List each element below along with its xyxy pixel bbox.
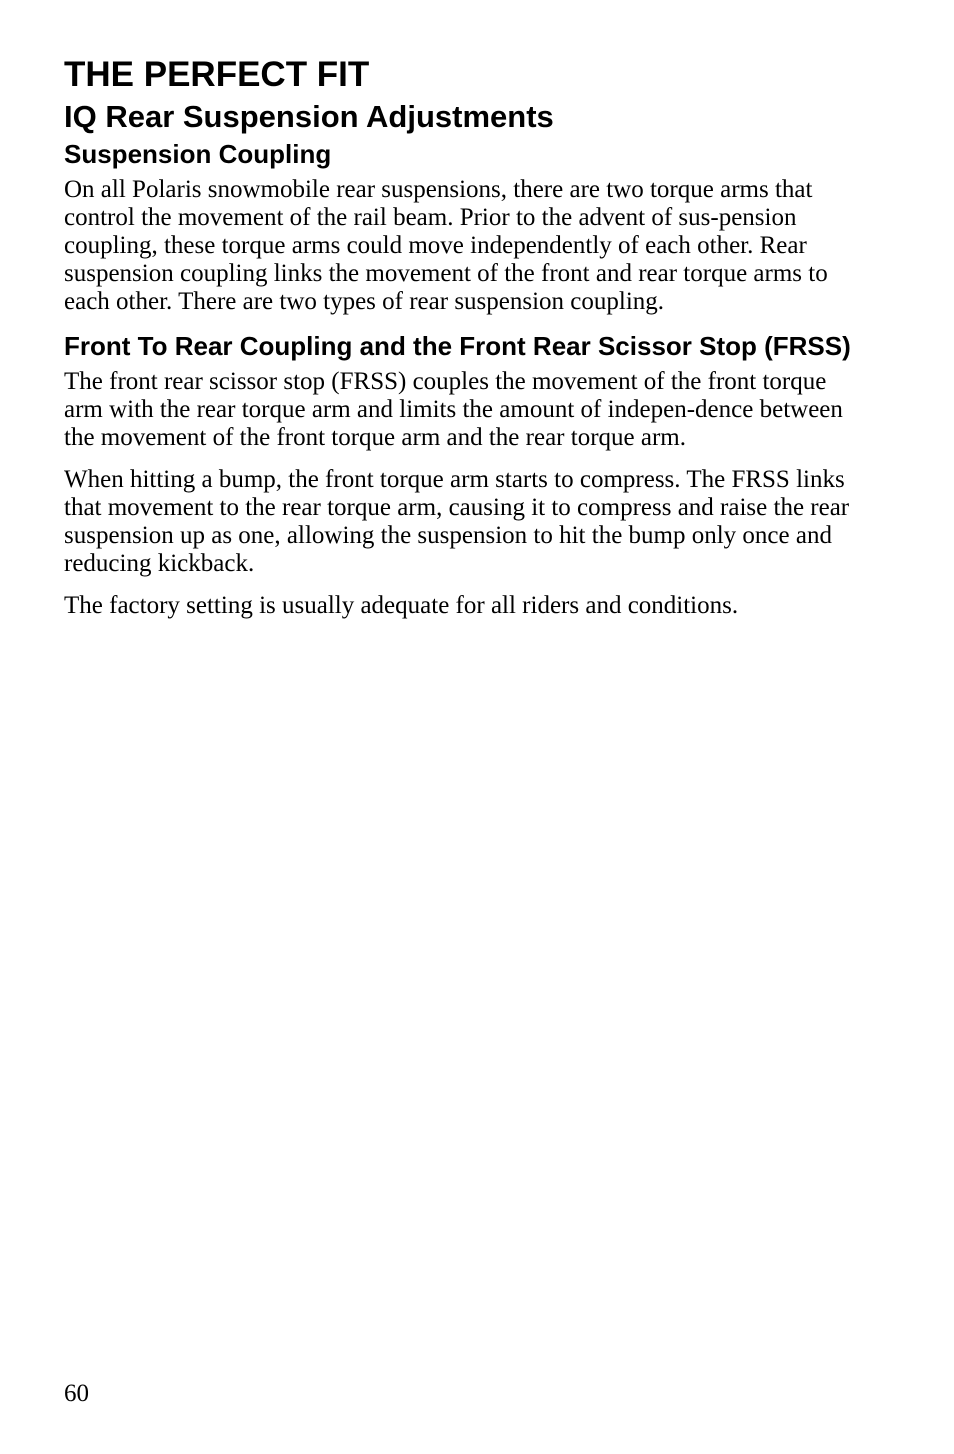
page-number: 60 xyxy=(64,1380,89,1407)
page-content xyxy=(64,56,864,620)
subsection-title-suspension-coupling: Suspension Coupling xyxy=(64,139,332,169)
paragraph-frss-3: The factory setting is usually adequate for all riders and conditions. xyxy=(64,592,739,619)
chapter-title: THE PERFECT FIT xyxy=(64,55,370,94)
subsection-title-frss: Front To Rear Coupling and the Front Rear Scissor Stop (FRSS) xyxy=(64,331,851,361)
paragraph-frss-2: When hitting a bump, the front torque arm starts to compress. The FRSS links that movement to the rear torque arm, causing it to compress and raise the rear suspension up as one, allowing the suspension to hit the bump only once and reducing kickback. xyxy=(64,466,850,577)
paragraph-frss-1: The front rear scissor stop (FRSS) couples the movement of the front torque arm with the rear torque arm and limits the amount of indepen-dence between the movement of the front torque arm and the rear torque arm. xyxy=(64,368,843,451)
paragraph-suspension-coupling: On all Polaris snowmobile rear suspensions, there are two torque arms that control the movement of the rail beam. Prior to the advent of sus-pension coupling, these torque arms could move independently of each other. Rear suspension coupling links the movement of the front and rear torque arms to each other. There are two types of rear suspension coupling. xyxy=(64,176,828,315)
section-title: IQ Rear Suspension Adjustments xyxy=(64,99,554,134)
